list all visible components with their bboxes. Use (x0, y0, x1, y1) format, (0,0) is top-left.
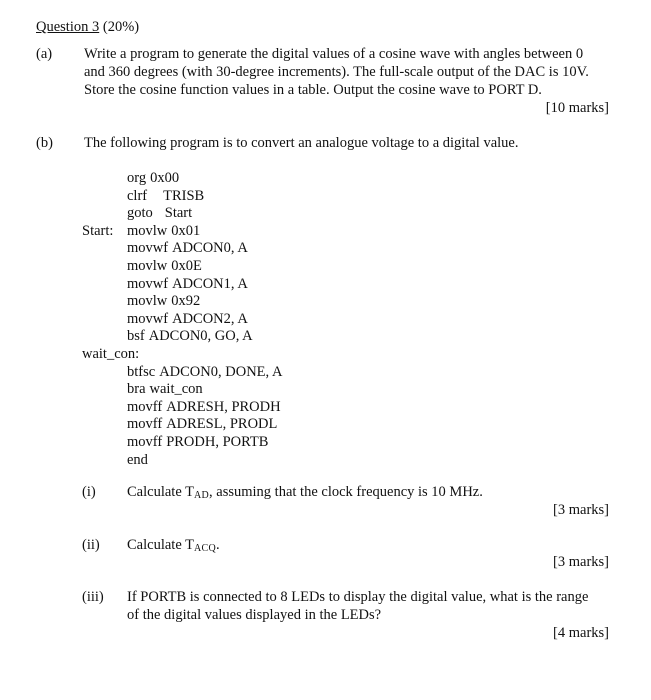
code-operand: 0x00 (150, 170, 180, 186)
question-heading (36, 18, 139, 36)
code-opcode: movlw (127, 222, 168, 239)
question-title: Question 3 (36, 19, 100, 35)
part-b-label: (b) (36, 135, 53, 151)
sub-i-pre: Calculate T (127, 484, 194, 500)
code-operand: ADCON0, DONE, A (159, 363, 283, 380)
sub-ii-label: (ii) (82, 537, 100, 553)
code-operand: ADCON2, A (172, 310, 248, 327)
code-opcode: clrf (127, 187, 148, 204)
part-a-marks: [10 marks] (545, 100, 609, 116)
code-line (127, 310, 248, 328)
part-a-text (84, 45, 614, 99)
code-line (127, 222, 200, 240)
code-operand: ADRESH, PRODH (166, 398, 281, 415)
sub-iii-text (127, 588, 588, 624)
part-a-line: Write a program to generate the digital values of a cosine wave with angles between 0 (84, 46, 584, 62)
code-line (127, 275, 248, 293)
code-operand: 0x92 (171, 293, 201, 310)
code-line (127, 398, 281, 416)
code-label: Start: (82, 222, 114, 239)
code-opcode: bsf (127, 328, 145, 345)
sub-ii-text (127, 536, 220, 558)
code-operand: TRISB (163, 187, 205, 204)
sub-i-label: (i) (82, 484, 96, 500)
code-operand: 0x0E (171, 258, 202, 274)
code-opcode: movlw (127, 258, 168, 274)
code-opcode: movff (127, 434, 163, 450)
question-weight: (20%) (102, 19, 140, 35)
code-opcode: end (127, 451, 148, 468)
code-line (127, 363, 282, 381)
code-opcode: movwf (127, 275, 169, 292)
sub-ii-pre: Calculate T (127, 537, 194, 553)
code-line (127, 187, 204, 205)
code-operand: ADRESL, PRODL (166, 416, 278, 433)
sub-iii-line: If PORTB is connected to 8 LEDs to display the digital value, what is the range (127, 589, 589, 605)
part-a-label: (a) (36, 46, 53, 62)
code-line (127, 451, 148, 469)
code-operand: ADCON0, A (172, 240, 248, 257)
code-operand: wait_con (149, 381, 203, 398)
code-opcode: movff (127, 416, 163, 433)
part-a-line: and 360 degrees (with 30-degree increments). The full-scale output of the DAC is 10V. (84, 64, 589, 80)
code-label: wait_con: (82, 346, 140, 362)
code-line (127, 415, 277, 433)
sub-ii-marks: [3 marks] (553, 554, 609, 570)
code-opcode: goto (127, 205, 153, 222)
code-line (127, 292, 200, 310)
sub-i-text (127, 483, 483, 505)
code-opcode: movff (127, 398, 163, 415)
sub-i-post: , assuming that the clock frequency is 10 MHz. (209, 484, 483, 500)
code-operand: ADCON0, GO, A (148, 328, 253, 345)
part-a-line: Store the cosine function values in a table. Output the cosine wave to PORT D. (84, 82, 542, 98)
sub-iii-label: (iii) (82, 589, 104, 605)
code-opcode: movwf (127, 310, 169, 327)
code-line (127, 380, 203, 398)
code-opcode: bra (127, 381, 146, 398)
code-operand: ADCON1, A (172, 275, 248, 292)
code-line (127, 204, 192, 222)
sub-ii-subscript: ACQ (193, 543, 216, 554)
code-line (127, 239, 248, 257)
sub-iii-line: of the digital values displayed in the LEDs? (127, 607, 382, 623)
code-opcode: org (127, 170, 147, 186)
sub-ii-post: . (216, 537, 220, 553)
code-line (127, 257, 202, 275)
sub-iii-marks: [4 marks] (553, 625, 609, 641)
code-opcode: movwf (127, 240, 169, 257)
code-opcode: movlw (127, 293, 168, 310)
sub-i-subscript: AD (193, 490, 210, 501)
code-line (127, 433, 268, 451)
code-opcode: btfsc (127, 363, 156, 380)
part-b-intro: The following program is to convert an analogue voltage to a digital value. (84, 135, 519, 151)
code-line (127, 169, 179, 187)
sub-i-marks: [3 marks] (553, 502, 609, 518)
code-operand: PRODH, PORTB (166, 434, 269, 450)
code-line (127, 327, 253, 345)
code-operand: Start (164, 205, 193, 222)
code-operand: 0x01 (171, 222, 201, 239)
